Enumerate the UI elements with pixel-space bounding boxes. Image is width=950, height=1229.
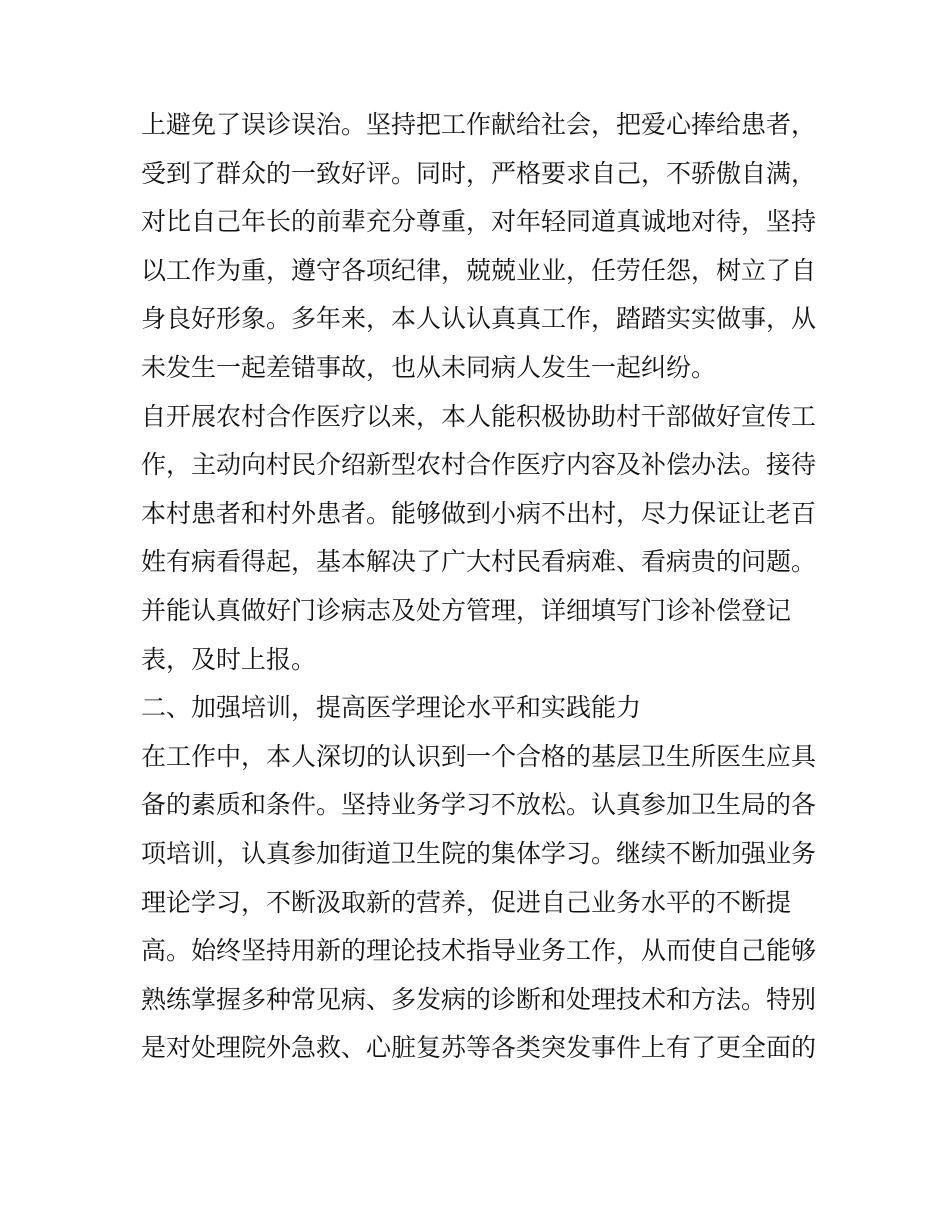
text-line: 项培训，认真参加街道卫生院的集体学习。继续不断加强业务 <box>141 838 817 868</box>
text-line: 表，及时上报。 <box>141 644 317 674</box>
text-line: 高。始终坚持用新的理论技术指导业务工作，从而使自己能够 <box>141 936 817 966</box>
section-heading: 二、加强培训，提高医学理论水平和实践能力 <box>141 693 642 723</box>
text-line: 上避免了误诊误治。坚持把工作献给社会，把爱心捧给患者， <box>141 110 817 139</box>
text-line: 在工作中，本人深切的认识到一个合格的基层卫生所医生应具 <box>141 741 817 771</box>
text-line: 以工作为重，遵守各项纪律，兢兢业业，任劳任怨，树立了自 <box>141 255 817 285</box>
text-line: 熟练掌握多种常见病、多发病的诊断和处理技术和方法。特别 <box>141 984 817 1014</box>
text-line: 备的素质和条件。坚持业务学习不放松。认真参加卫生局的各 <box>141 790 817 820</box>
text-line: 是对处理院外急救、心脏复苏等各类突发事件上有了更全面的 <box>141 1033 817 1063</box>
text-line: 对比自己年长的前辈充分尊重，对年轻同道真诚地对待，坚持 <box>141 207 817 237</box>
text-line: 自开展农村合作医疗以来，本人能积极协助村干部做好宣传工 <box>141 401 817 431</box>
text-line: 并能认真做好门诊病志及处方管理，详细填写门诊补偿登记 <box>141 595 792 625</box>
text-line: 未发生一起差错事故，也从未同病人发生一起纠纷。 <box>141 352 717 382</box>
text-line: 作，主动向村民介绍新型农村合作医疗内容及补偿办法。接待 <box>141 450 817 480</box>
text-line: 理论学习，不断汲取新的营养，促进自己业务水平的不断提 <box>141 887 792 917</box>
text-line: 身良好形象。多年来，本人认认真真工作，踏踏实实做事，从 <box>141 304 817 334</box>
text-line: 受到了群众的一致好评。同时，严格要求自己，不骄傲自满， <box>141 158 817 188</box>
text-line: 姓有病看得起，基本解决了广大村民看病难、看病贵的问题。 <box>141 547 817 577</box>
text-line: 本村患者和村外患者。能够做到小病不出村，尽力保证让老百 <box>141 498 817 528</box>
body-text <box>141 101 821 1073</box>
